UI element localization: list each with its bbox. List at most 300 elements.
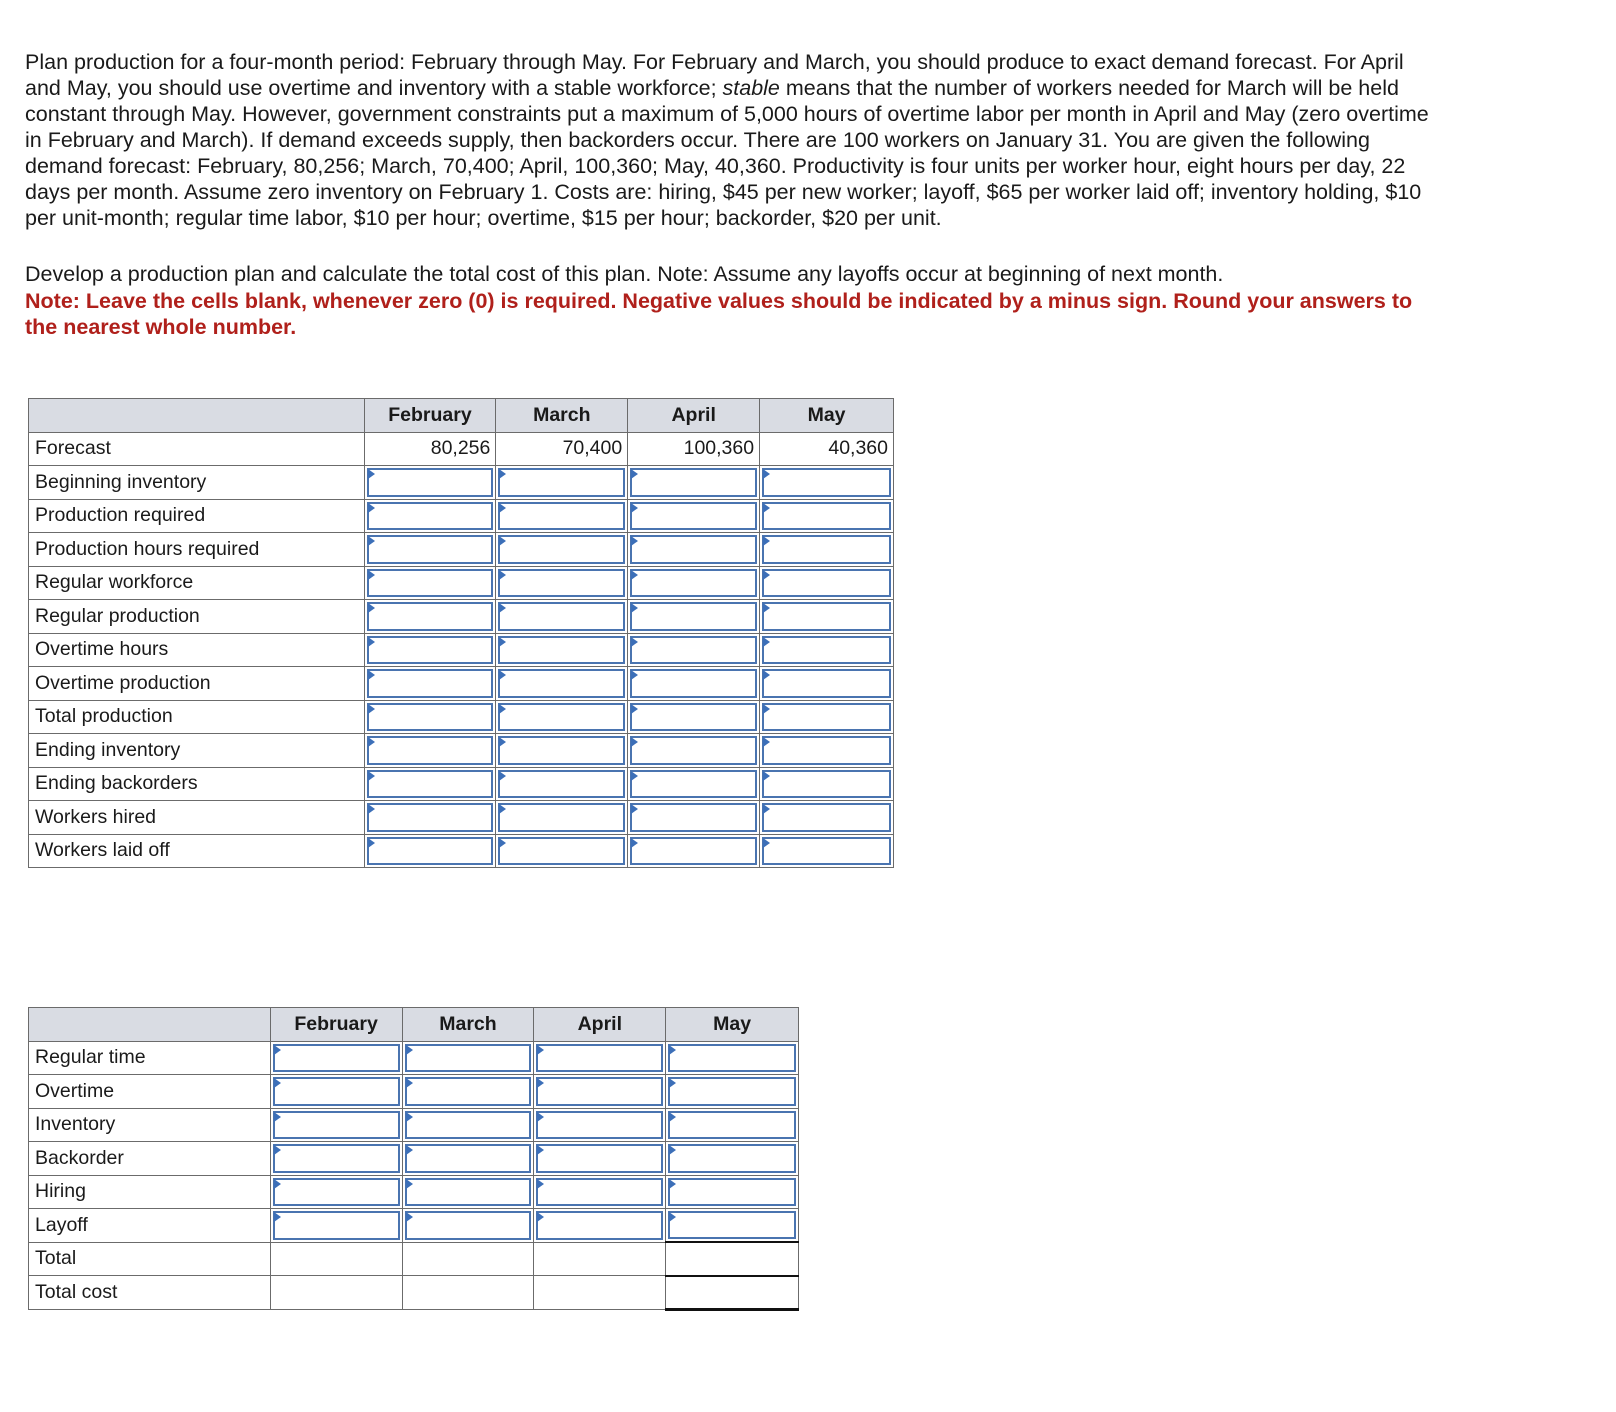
- cell-marker-icon: [537, 1212, 544, 1222]
- answer-cell: [496, 801, 628, 835]
- cell-marker-icon: [368, 570, 375, 580]
- cell-marker-icon: [368, 737, 375, 747]
- answer-cell: [534, 1209, 666, 1243]
- answer-box: [498, 468, 625, 497]
- answer-input-may[interactable]: [764, 537, 889, 562]
- answer-input-may[interactable]: [670, 1180, 794, 1205]
- answer-input-april[interactable]: [632, 537, 755, 562]
- answer-input-february[interactable]: [369, 705, 492, 730]
- row-label: Forecast: [29, 432, 365, 466]
- answer-box: [762, 636, 891, 665]
- answer-box: [405, 1178, 532, 1207]
- row-label: Overtime production: [29, 667, 365, 701]
- answer-box: [630, 602, 757, 631]
- answer-cell: [760, 734, 894, 768]
- answer-cell: [628, 667, 760, 701]
- answer-input-february[interactable]: [369, 504, 492, 529]
- cost-row-inventory: [29, 1108, 799, 1142]
- cell-marker-icon: [499, 503, 506, 513]
- answer-box: [630, 569, 757, 598]
- answer-box: [668, 1144, 796, 1173]
- cell-marker-icon: [669, 1078, 676, 1088]
- answer-box: [668, 1077, 796, 1106]
- answer-input-may[interactable]: [670, 1079, 794, 1104]
- plan-row-regular-workforce: [29, 566, 894, 600]
- answer-cell: [534, 1041, 666, 1075]
- cell-marker-icon: [631, 737, 638, 747]
- answer-box: [762, 770, 891, 799]
- row-label: Regular workforce: [29, 566, 365, 600]
- answer-cell: [496, 600, 628, 634]
- answer-input-february[interactable]: [369, 571, 492, 596]
- instruction-note: Note: Leave the cells blank, whenever zero (0) is required. Negative values should be indicated by a minus sign. Round your answers to the nearest whole number.: [25, 289, 1413, 339]
- answer-box: [536, 1144, 663, 1173]
- cell-marker-icon: [763, 469, 770, 479]
- answer-cell: [534, 1142, 666, 1176]
- answer-box: [498, 803, 625, 832]
- cell-marker-icon: [406, 1145, 413, 1155]
- answer-box: [630, 770, 757, 799]
- plan-row-workers-laid-off: [29, 834, 894, 868]
- answer-input-april[interactable]: [632, 671, 755, 696]
- answer-input-february[interactable]: [369, 738, 492, 763]
- answer-box: [668, 1178, 796, 1207]
- answer-input-april[interactable]: [632, 504, 755, 529]
- answer-box: [367, 770, 494, 799]
- cost-row-overtime: [29, 1075, 799, 1109]
- cell-marker-icon: [763, 637, 770, 647]
- plan-row-ending-backorders: [29, 767, 894, 801]
- answer-input-february[interactable]: [369, 470, 492, 495]
- answer-cell: [364, 801, 496, 835]
- cell-marker-icon: [499, 771, 506, 781]
- row-label: Workers hired: [29, 801, 365, 835]
- answer-input-february[interactable]: [275, 1180, 398, 1205]
- row-label: Total production: [29, 700, 365, 734]
- answer-box: [536, 1211, 663, 1240]
- forecast-value: 100,360: [628, 432, 760, 466]
- cell-marker-icon: [537, 1145, 544, 1155]
- cell-marker-icon: [631, 838, 638, 848]
- cell-marker-icon: [631, 804, 638, 814]
- cell-marker-icon: [669, 1045, 676, 1055]
- answer-cell: [760, 700, 894, 734]
- answer-cell: [760, 834, 894, 868]
- answer-box: [405, 1111, 532, 1140]
- answer-box: [630, 803, 757, 832]
- plan-header-blank: [29, 399, 365, 433]
- answer-input-march[interactable]: [407, 1046, 530, 1071]
- answer-cell: [364, 734, 496, 768]
- cell-marker-icon: [669, 1212, 676, 1222]
- computed-cell: [270, 1242, 402, 1276]
- cell-marker-icon: [631, 570, 638, 580]
- answer-box: [630, 468, 757, 497]
- plan-header-month: February: [364, 399, 496, 433]
- answer-input-march[interactable]: [500, 671, 623, 696]
- answer-box: [498, 770, 625, 799]
- cell-marker-icon: [274, 1179, 281, 1189]
- cost-row-regular-time: [29, 1041, 799, 1075]
- computed-cell: [402, 1242, 534, 1276]
- answer-box: [630, 703, 757, 732]
- answer-cell: [402, 1075, 534, 1109]
- plan-header-month: April: [628, 399, 760, 433]
- answer-input-may[interactable]: [764, 671, 889, 696]
- answer-cell: [534, 1108, 666, 1142]
- answer-input-april[interactable]: [538, 1146, 661, 1171]
- answer-box: [498, 502, 625, 531]
- answer-input-february[interactable]: [275, 1079, 398, 1104]
- answer-cell: [666, 1142, 799, 1176]
- answer-cell: [628, 700, 760, 734]
- answer-cell: [270, 1108, 402, 1142]
- answer-cell: [402, 1209, 534, 1243]
- cell-marker-icon: [368, 670, 375, 680]
- answer-cell: [760, 533, 894, 567]
- answer-box: [762, 837, 891, 866]
- answer-input-march[interactable]: [500, 504, 623, 529]
- answer-box: [273, 1211, 400, 1240]
- answer-input-february[interactable]: [369, 604, 492, 629]
- answer-cell: [364, 466, 496, 500]
- computed-cell: [402, 1276, 534, 1310]
- answer-cell: [628, 633, 760, 667]
- answer-box: [367, 569, 494, 598]
- plan-row-beginning-inventory: [29, 466, 894, 500]
- answer-input-march[interactable]: [500, 571, 623, 596]
- cell-marker-icon: [406, 1179, 413, 1189]
- answer-box: [498, 569, 625, 598]
- answer-cell: [760, 767, 894, 801]
- answer-cell: [666, 1108, 799, 1142]
- answer-box: [498, 669, 625, 698]
- cost-table: [28, 1007, 799, 1311]
- cost-row-layoff: [29, 1209, 799, 1243]
- answer-input-april[interactable]: [632, 805, 755, 830]
- cell-marker-icon: [368, 503, 375, 513]
- answer-input-april[interactable]: [538, 1113, 661, 1138]
- answer-box: [762, 736, 891, 765]
- answer-cell: [496, 767, 628, 801]
- cell-marker-icon: [763, 603, 770, 613]
- cell-marker-icon: [763, 771, 770, 781]
- plan-header-row: [29, 399, 894, 433]
- cell-marker-icon: [368, 838, 375, 848]
- answer-box: [367, 535, 494, 564]
- answer-input-may[interactable]: [764, 604, 889, 629]
- instruction-paragraph: [25, 261, 1445, 340]
- answer-input-may[interactable]: [764, 839, 889, 864]
- cell-marker-icon: [274, 1078, 281, 1088]
- answer-input-february[interactable]: [369, 671, 492, 696]
- cell-marker-icon: [537, 1112, 544, 1122]
- answer-input-february[interactable]: [369, 772, 492, 797]
- answer-input-march[interactable]: [500, 805, 623, 830]
- answer-box: [367, 837, 494, 866]
- cell-marker-icon: [537, 1179, 544, 1189]
- cell-marker-icon: [274, 1212, 281, 1222]
- answer-cell: [496, 834, 628, 868]
- answer-box: [668, 1111, 796, 1140]
- answer-box: [498, 703, 625, 732]
- answer-box: [630, 837, 757, 866]
- answer-input-february[interactable]: [275, 1113, 398, 1138]
- cell-marker-icon: [368, 536, 375, 546]
- cost-header-month: March: [402, 1008, 534, 1042]
- problem-statement: [25, 49, 1445, 340]
- row-label: Overtime: [29, 1075, 271, 1109]
- answer-box: [762, 569, 891, 598]
- row-label: Total: [29, 1242, 271, 1276]
- forecast-value: 70,400: [496, 432, 628, 466]
- forecast-value: 40,360: [760, 432, 894, 466]
- answer-input-march[interactable]: [500, 772, 623, 797]
- answer-input-march[interactable]: [500, 705, 623, 730]
- cell-marker-icon: [537, 1078, 544, 1088]
- row-label: Total cost: [29, 1276, 271, 1310]
- plan-row-overtime-hours: [29, 633, 894, 667]
- plan-row-ending-inventory: [29, 734, 894, 768]
- answer-input-april[interactable]: [632, 604, 755, 629]
- answer-cell: [760, 600, 894, 634]
- answer-box: [273, 1111, 400, 1140]
- cell-marker-icon: [631, 637, 638, 647]
- answer-box: [405, 1044, 532, 1073]
- row-label: Backorder: [29, 1142, 271, 1176]
- problem-text-italic: stable: [722, 76, 780, 100]
- answer-input-april[interactable]: [632, 470, 755, 495]
- cell-marker-icon: [763, 737, 770, 747]
- answer-input-april[interactable]: [632, 571, 755, 596]
- answer-input-april[interactable]: [538, 1046, 661, 1071]
- answer-input-may[interactable]: [764, 705, 889, 730]
- answer-input-march[interactable]: [500, 470, 623, 495]
- cell-marker-icon: [499, 536, 506, 546]
- cell-marker-icon: [763, 503, 770, 513]
- answer-box: [367, 736, 494, 765]
- plan-row-regular-production: [29, 600, 894, 634]
- answer-box: [405, 1144, 532, 1173]
- answer-input-february[interactable]: [369, 839, 492, 864]
- answer-input-may[interactable]: [764, 738, 889, 763]
- answer-cell: [628, 734, 760, 768]
- answer-input-march[interactable]: [407, 1079, 530, 1104]
- cell-marker-icon: [499, 670, 506, 680]
- answer-input-february[interactable]: [369, 638, 492, 663]
- answer-cell: [496, 466, 628, 500]
- answer-box: [367, 703, 494, 732]
- answer-cell: [628, 801, 760, 835]
- cell-marker-icon: [631, 469, 638, 479]
- cell-marker-icon: [499, 804, 506, 814]
- computed-cell: [666, 1276, 799, 1310]
- plan-row-forecast: [29, 432, 894, 466]
- answer-input-april[interactable]: [538, 1180, 661, 1205]
- plan-row-production-hours-required: [29, 533, 894, 567]
- answer-input-march[interactable]: [500, 604, 623, 629]
- answer-box: [405, 1211, 532, 1240]
- cell-marker-icon: [631, 771, 638, 781]
- answer-input-february[interactable]: [275, 1213, 398, 1238]
- answer-cell: [666, 1175, 799, 1209]
- answer-box: [762, 669, 891, 698]
- cell-marker-icon: [368, 771, 375, 781]
- answer-input-february[interactable]: [369, 537, 492, 562]
- cell-marker-icon: [537, 1045, 544, 1055]
- answer-input-february[interactable]: [275, 1046, 398, 1071]
- answer-cell: [364, 700, 496, 734]
- answer-input-may[interactable]: [670, 1146, 794, 1171]
- cell-marker-icon: [499, 603, 506, 613]
- answer-box: [367, 669, 494, 698]
- answer-input-march[interactable]: [407, 1146, 530, 1171]
- answer-cell: [364, 667, 496, 701]
- cell-marker-icon: [763, 536, 770, 546]
- answer-input-april[interactable]: [538, 1079, 661, 1104]
- answer-cell: [628, 834, 760, 868]
- answer-cell: [666, 1041, 799, 1075]
- answer-input-march[interactable]: [500, 638, 623, 663]
- answer-cell: [270, 1175, 402, 1209]
- cell-marker-icon: [406, 1045, 413, 1055]
- answer-cell: [760, 499, 894, 533]
- answer-cell: [364, 499, 496, 533]
- answer-input-april[interactable]: [632, 705, 755, 730]
- answer-cell: [534, 1175, 666, 1209]
- answer-input-may[interactable]: [670, 1113, 794, 1138]
- answer-cell: [402, 1142, 534, 1176]
- answer-input-march[interactable]: [407, 1113, 530, 1138]
- cell-marker-icon: [274, 1112, 281, 1122]
- answer-cell: [402, 1175, 534, 1209]
- answer-input-april[interactable]: [538, 1213, 661, 1238]
- cost-header-blank: [29, 1008, 271, 1042]
- row-label: Ending inventory: [29, 734, 365, 768]
- answer-cell: [364, 633, 496, 667]
- answer-input-may[interactable]: [764, 571, 889, 596]
- plan-row-total-production: [29, 700, 894, 734]
- answer-input-april[interactable]: [632, 638, 755, 663]
- production-plan-table: [28, 398, 894, 868]
- answer-cell: [496, 633, 628, 667]
- row-label: Overtime hours: [29, 633, 365, 667]
- answer-input-february[interactable]: [275, 1146, 398, 1171]
- answer-input-may[interactable]: [670, 1046, 794, 1071]
- cell-marker-icon: [763, 838, 770, 848]
- answer-box: [630, 636, 757, 665]
- answer-box: [498, 736, 625, 765]
- answer-input-march[interactable]: [500, 537, 623, 562]
- answer-input-april[interactable]: [632, 772, 755, 797]
- row-label: Production required: [29, 499, 365, 533]
- answer-box: [367, 803, 494, 832]
- row-label: Inventory: [29, 1108, 271, 1142]
- cell-marker-icon: [368, 603, 375, 613]
- answer-input-april[interactable]: [632, 738, 755, 763]
- answer-cell: [666, 1075, 799, 1109]
- answer-input-may[interactable]: [764, 504, 889, 529]
- answer-box: [498, 535, 625, 564]
- cell-marker-icon: [368, 704, 375, 714]
- cost-row-backorder: [29, 1142, 799, 1176]
- answer-box: [273, 1178, 400, 1207]
- answer-cell: [666, 1209, 799, 1243]
- cell-marker-icon: [669, 1145, 676, 1155]
- cost-row-total: [29, 1242, 799, 1276]
- plan-row-workers-hired: [29, 801, 894, 835]
- answer-cell: [364, 600, 496, 634]
- row-label: Beginning inventory: [29, 466, 365, 500]
- answer-input-may[interactable]: [764, 805, 889, 830]
- answer-cell: [364, 566, 496, 600]
- answer-input-february[interactable]: [369, 805, 492, 830]
- answer-box: [498, 602, 625, 631]
- cell-marker-icon: [631, 603, 638, 613]
- answer-cell: [760, 667, 894, 701]
- cell-marker-icon: [406, 1078, 413, 1088]
- answer-cell: [628, 600, 760, 634]
- problem-text-part2: means that the number of workers needed for March will be held constant through May. However, government constraints put a maximum of 5,000 hours of overtime labor per month in April and May (zero overtime in February and March). If demand exceeds supply, then backorders occur. There are 100 workers on January 31. You are given the following demand forecast: February, 80,256; March, 70,400; April, 100,360; May, 40,360. Productivity is four units per worker hour, eight hours per day, 22 days per month. Assume zero inventory on February 1. Costs are: hiring, $45 per new worker; layoff, $65 per worker laid off; inventory holding, $10 per unit-month; regular time labor, $10 per hour; overtime, $15 per hour; backorder, $20 per unit.: [25, 76, 1429, 230]
- answer-input-may[interactable]: [764, 638, 889, 663]
- answer-cell: [270, 1209, 402, 1243]
- answer-input-april[interactable]: [632, 839, 755, 864]
- cost-header-row: [29, 1008, 799, 1042]
- row-label: Regular time: [29, 1041, 271, 1075]
- cell-marker-icon: [499, 737, 506, 747]
- answer-input-march[interactable]: [500, 839, 623, 864]
- answer-box: [762, 703, 891, 732]
- answer-input-march[interactable]: [407, 1213, 530, 1238]
- row-label: Production hours required: [29, 533, 365, 567]
- answer-box: [498, 636, 625, 665]
- cost-row-total-cost: [29, 1276, 799, 1310]
- answer-input-march[interactable]: [407, 1180, 530, 1205]
- answer-box: [536, 1178, 663, 1207]
- answer-box: [762, 535, 891, 564]
- answer-cell: [496, 499, 628, 533]
- answer-cell: [760, 633, 894, 667]
- answer-input-march[interactable]: [500, 738, 623, 763]
- answer-cell: [270, 1075, 402, 1109]
- cell-marker-icon: [631, 704, 638, 714]
- answer-cell: [364, 834, 496, 868]
- answer-box: [367, 636, 494, 665]
- cell-marker-icon: [763, 704, 770, 714]
- answer-box: [762, 803, 891, 832]
- answer-box: [273, 1077, 400, 1106]
- plan-row-production-required: [29, 499, 894, 533]
- answer-cell: [628, 533, 760, 567]
- answer-box: [762, 502, 891, 531]
- answer-box: [668, 1211, 796, 1239]
- answer-cell: [270, 1142, 402, 1176]
- answer-input-may[interactable]: [670, 1213, 794, 1237]
- cell-marker-icon: [406, 1212, 413, 1222]
- answer-input-may[interactable]: [764, 470, 889, 495]
- cell-marker-icon: [631, 670, 638, 680]
- cell-marker-icon: [499, 469, 506, 479]
- row-label: Regular production: [29, 600, 365, 634]
- cell-marker-icon: [368, 469, 375, 479]
- answer-input-may[interactable]: [764, 772, 889, 797]
- cell-marker-icon: [499, 570, 506, 580]
- cell-marker-icon: [631, 536, 638, 546]
- problem-text-part1: Plan production for a four-month period: February through May. For February and March, you should produce to exact demand forecast. For April and May, you should use overtime and inventory with a stable workforce;: [25, 50, 1404, 100]
- cell-marker-icon: [406, 1112, 413, 1122]
- cell-marker-icon: [763, 670, 770, 680]
- answer-cell: [496, 700, 628, 734]
